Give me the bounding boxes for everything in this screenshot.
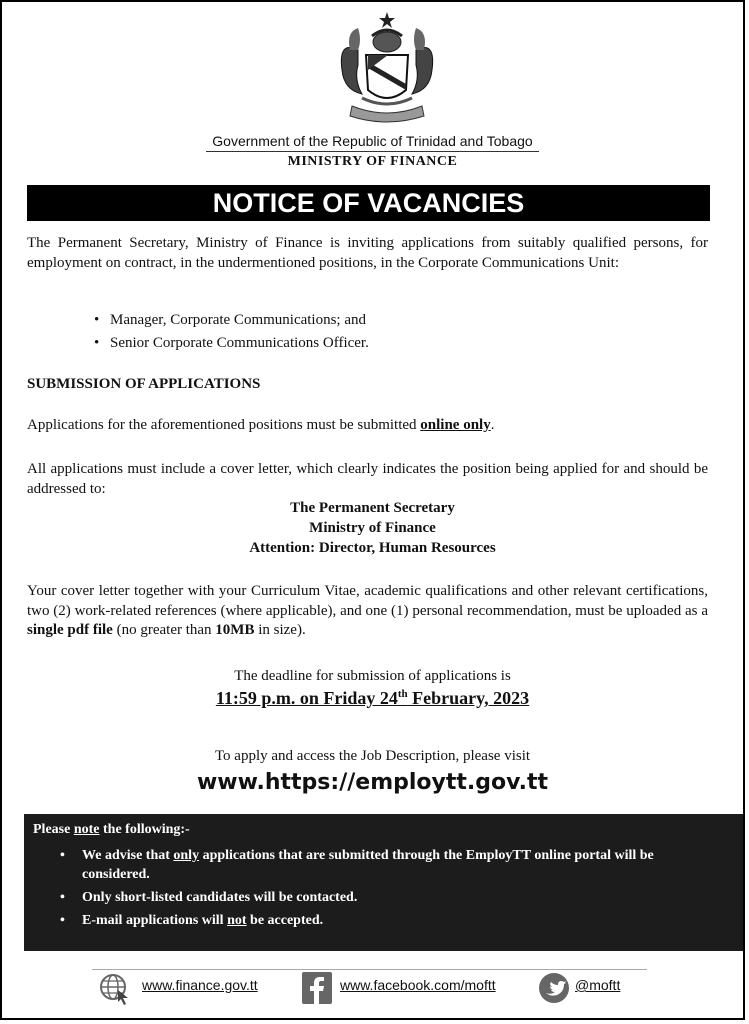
twitter-icon (538, 972, 570, 1004)
position-item: • Senior Corporate Communications Officer. (94, 335, 369, 351)
facebook-icon (302, 972, 332, 1004)
government-name: Government of the Republic of Trinidad and Tobago (2, 133, 743, 152)
globe-cursor-icon (98, 972, 132, 1006)
online-only-paragraph: Applications for the aforementioned positions must be submitted online only. (27, 417, 495, 433)
note-item: • E-mail applications will not be accepted. (60, 913, 324, 928)
ministry-name: MINISTRY OF FINANCE (287, 154, 458, 169)
apply-link[interactable]: www.https://employtt.gov.tt (196, 770, 549, 795)
address-line: Ministry of Finance (309, 520, 436, 536)
deadline-intro: The deadline for submission of applications is (234, 668, 511, 684)
documents-paragraph: Your cover letter together with your Curriculum Vitae, academic qualifications and other relevant certifications, two (2) work-related references (where applicable), and one (1) personal recommendation, must be uploaded as a single pdf file (no greater than 10MB in size). (27, 583, 708, 638)
note-item: • Only short-listed candidates will be contacted. (60, 890, 358, 905)
position-item: • Manager, Corporate Communications; and (94, 312, 367, 328)
submission-heading: SUBMISSION OF APPLICATIONS (27, 376, 261, 392)
note-item: • We advise that only applications that are submitted through the EmployTT online portal will be considered. (60, 848, 654, 882)
footer-divider (92, 969, 647, 970)
notes-box (24, 814, 745, 951)
notes-heading: Please note the following:- (33, 822, 190, 837)
apply-intro: To apply and access the Job Description, please visit (214, 748, 531, 764)
twitter-handle[interactable]: @moftt (575, 977, 621, 993)
intro-paragraph: The Permanent Secretary, Ministry of Finance is inviting applications from suitably qualified persons, for employment on contract, in the undermentioned positions, in the Corporate Communications Unit: (27, 235, 708, 271)
deadline-date: 11:59 p.m. on Friday 24th February, 2023 (215, 688, 530, 708)
address-line: The Permanent Secretary (290, 500, 455, 516)
cover-letter-paragraph: All applications must include a cover letter, which clearly indicates the position being applied for and should be addressed to: (27, 461, 708, 497)
page-title: NOTICE OF VACANCIES (27, 185, 710, 221)
website-link[interactable]: www.finance.gov.tt (142, 977, 258, 993)
address-line: Attention: Director, Human Resources (249, 540, 496, 556)
coat-of-arms-icon (328, 10, 446, 132)
facebook-link[interactable]: www.facebook.com/moftt (340, 977, 496, 993)
